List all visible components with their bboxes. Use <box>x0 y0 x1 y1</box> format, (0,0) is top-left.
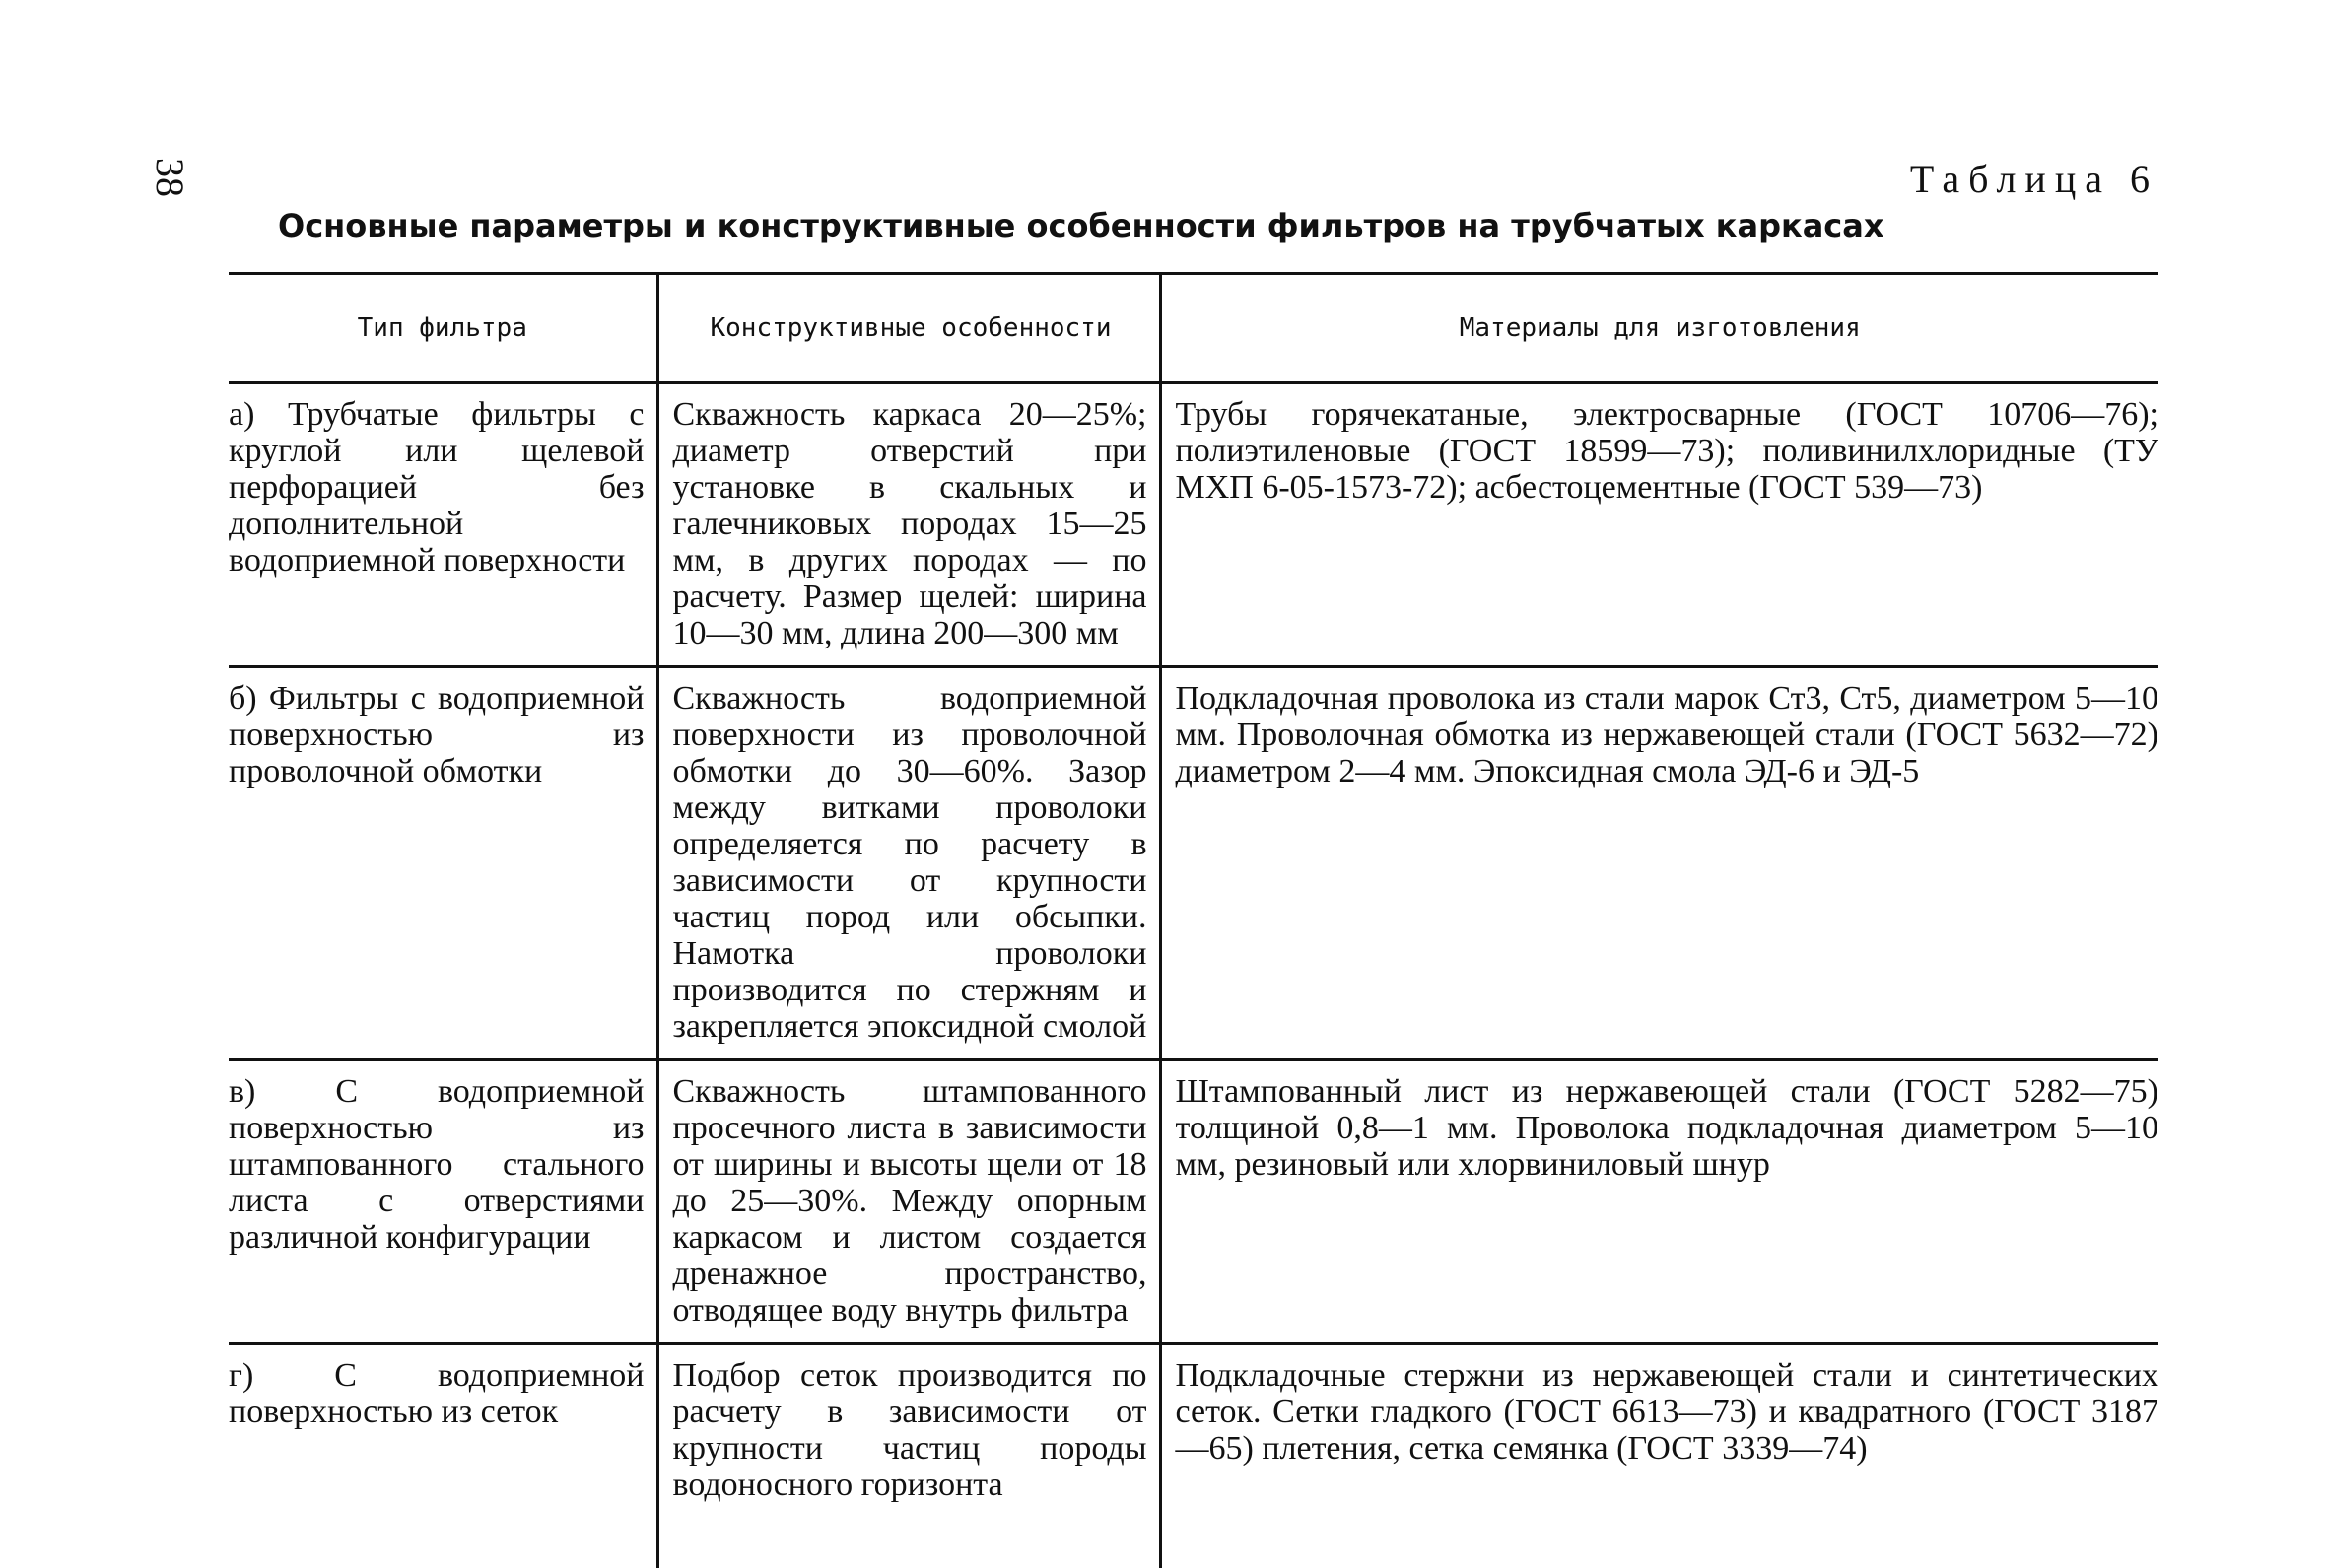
filter-type-cell: б) Фильтры с водоприемной поверхностью из проволочной обмотки <box>229 667 657 1060</box>
table-header-row <box>229 274 2158 383</box>
filter-type-cell: а) Трубчатые фильтры с круглой или щелевой перфорацией без дополнительной водоприемной поверхности <box>229 383 657 667</box>
header-materials: Материалы для изготовления <box>1160 274 2158 383</box>
header-design-features: Конструктивные особенности <box>657 274 1160 383</box>
filters-table <box>229 272 2158 1568</box>
design-features-cell: Подбор сеток производится по расчету в зависимости от крупности частиц породы водоносного горизонта <box>657 1344 1160 1568</box>
table-title: Основные параметры и конструктивные особенности фильтров на трубчатых каркасах <box>278 207 1883 244</box>
table-row <box>229 1344 2158 1568</box>
materials-cell: Трубы горячекатаные, электросварные (ГОСТ 10706—76); полиэтиленовые (ГОСТ 18599—73); поливинилхлоридные (ТУ МХП 6-05-1573-72); асбестоцементные (ГОСТ 539—73) <box>1160 383 2158 667</box>
table-row <box>229 1060 2158 1344</box>
materials-cell: Штампованный лист из нержавеющей стали (ГОСТ 5282—75) толщиной 0,8—1 мм. Проволока подкладочная диаметром 5—10 мм, резиновый или хлорвиниловый шнур <box>1160 1060 2158 1344</box>
filter-type-cell: г) С водоприемной поверхностью из сеток <box>229 1344 657 1568</box>
design-features-cell: Скважность каркаса 20—25%; диаметр отверстий при установке в скальных и галечниковых породах 15—25 мм, в других породах — по расчету. Размер щелей: ширина 10—30 мм, длина 200—300 мм <box>657 383 1160 667</box>
materials-cell: Подкладочные стержни из нержавеющей стали и синтетических сеток. Сетки гладкого (ГОСТ 6613—73) и квадратного (ГОСТ 3187—65) плетения, сетка семянка (ГОСТ 3339—74) <box>1160 1344 2158 1568</box>
materials-cell: Подкладочная проволока из стали марок Ст3, Ст5, диаметром 5—10 мм. Проволочная обмотка из нержавеющей стали (ГОСТ 5632—72) диаметром 2—4 мм. Эпоксидная смола ЭД-6 и ЭД-5 <box>1160 667 2158 1060</box>
design-features-cell: Скважность штампованного просечного листа в зависимости от ширины и высоты щели от 18 до 25—30%. Между опорным каркасом и листом создается дренажное пространство, отводящее воду внутрь фильтра <box>657 1060 1160 1344</box>
design-features-cell: Скважность водоприемной поверхности из проволочной обмотки до 30—60%. Зазор между витками проволоки определяется по расчету в зависимости от крупности частиц пород или обсыпки. Намотка проволоки производится по стержням и закрепляется эпоксидной смолой <box>657 667 1160 1060</box>
page-number: 38 <box>150 158 189 197</box>
table-label: Таблица 6 <box>1910 156 2158 202</box>
table-row <box>229 667 2158 1060</box>
header-filter-type: Тип фильтра <box>229 274 657 383</box>
table-row <box>229 383 2158 667</box>
filter-type-cell: в) С водоприемной поверхностью из штампованного стального листа с отверстиями различной конфигурации <box>229 1060 657 1344</box>
